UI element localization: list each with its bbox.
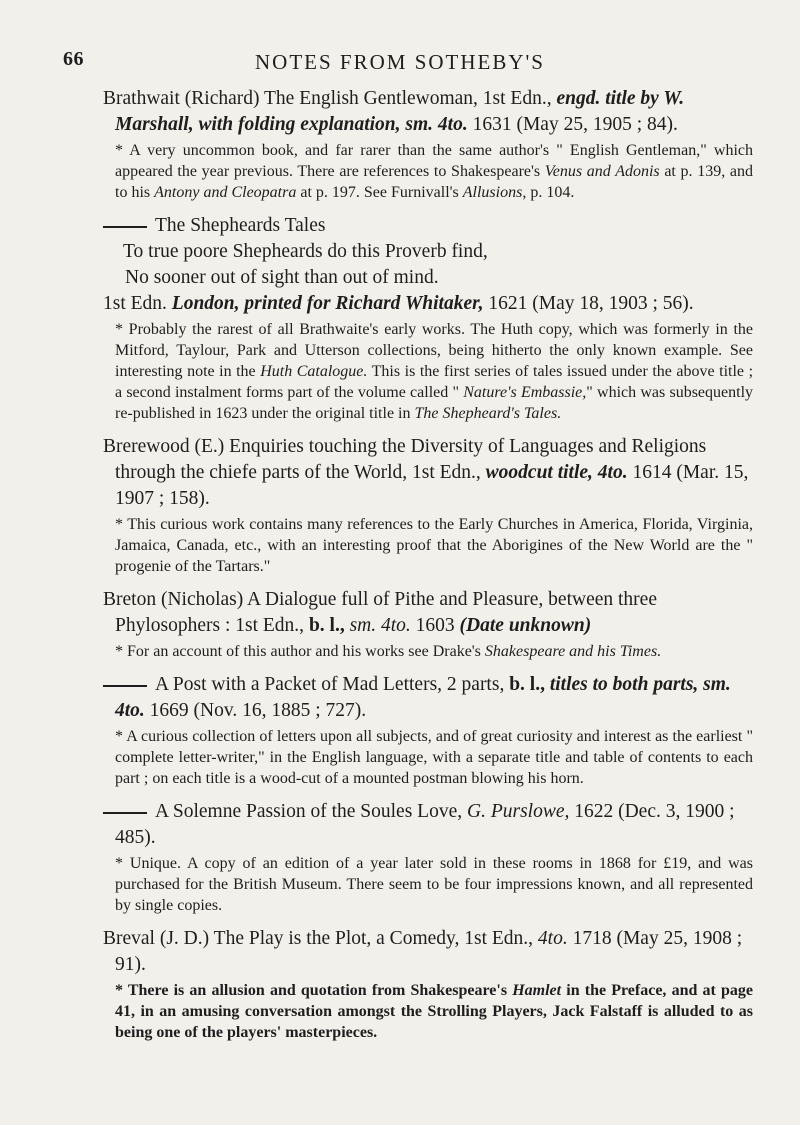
note-italic: Venus and Adonis	[544, 163, 660, 180]
entry-heading-text: Breton (Nicholas) A Dialogue full of Pithe and Pleasure, between three Phylosophers : 1st Edn.,	[103, 589, 657, 636]
note-text: in the Preface, and at page 41, in an amusing conversation amongst the Strolling Players, Jack Falstaff is alluded to as being one of the players' masterpieces.	[115, 982, 754, 1041]
entry-heading	[103, 434, 753, 512]
verse-line: To true poore Shepheards do this Proverb find,	[123, 241, 488, 262]
entry-heading	[115, 672, 753, 724]
black-letter-abbrev: b. l.,	[509, 674, 545, 695]
entry-heading	[115, 799, 753, 851]
note-italic: The Shepheard's Tales.	[414, 405, 562, 422]
entry-note	[115, 980, 753, 1043]
note-text: " which was subsequently re-published in 1623 under the original title in	[115, 384, 754, 422]
entry-heading-tail: 1621 (May 18, 1903 ; 56).	[488, 293, 694, 314]
note-text: , p. 104.	[522, 184, 575, 201]
note-italic: Antony and Cleopatra	[154, 184, 297, 201]
entry-heading	[103, 86, 753, 138]
verse-line: The Shepheards Tales	[155, 215, 326, 236]
note-italic: Nature's Embassie,	[463, 384, 587, 401]
note-text: * Probably the rarest of all Brathwaite's early works. The Huth copy, which was formerly in the Mitford, Taylour, Park and Utterson collections, being hitherto the only known example. See interesting note in the	[115, 321, 753, 380]
entry-heading-text: Brerewood (E.) Enquiries touching the Diversity of Languages and Religions through the chiefe parts of the World, 1st Edn.,	[103, 436, 707, 483]
entry-note: * Unique. A copy of an edition of a year later sold in these rooms in 1868 for £19, and was purchased for the British Museum. There seem to be four impressions known, and all represented by single copies.	[115, 855, 753, 914]
entry-heading-italic: titles to both parts, sm. 4to.	[115, 674, 731, 721]
entry-heading-text: Breval (J. D.) The Play is the Plot, a Comedy, 1st Edn.,	[103, 928, 534, 949]
page-header	[0, 48, 800, 78]
note-italic: Shakespeare and his Times.	[484, 643, 662, 660]
page-number: 66	[63, 48, 84, 70]
note-text: * A very uncommon book, and far rarer than the same author's " English Gentleman," which appeared the year previous. There are references to Shakespeare's	[115, 142, 753, 180]
entry-heading-italic: London, printed for Richard Whitaker,	[171, 293, 484, 314]
entry-note	[115, 140, 753, 203]
note-text: * For an account of this author and his works see Drake's	[115, 643, 485, 660]
black-letter-abbrev: b. l.,	[308, 615, 345, 636]
ditto-dash	[103, 812, 147, 814]
page-content	[103, 86, 753, 1043]
note-italic: Huth Catalogue.	[260, 363, 368, 380]
note-italic: Allusions	[462, 184, 523, 201]
entry-note	[115, 641, 753, 662]
entry-heading-tail: 1614 (Mar. 15, 1907 ; 158).	[115, 462, 749, 509]
entry-heading-italic: (Date unknown)	[459, 615, 592, 636]
note-text: This is the first series of tales issued under the above title ; a second instalment forms part of the volume called "	[115, 363, 754, 401]
entry-heading-tail: 1718 (May 25, 1908 ; 91).	[115, 928, 743, 975]
entry-note	[115, 319, 753, 424]
ditto-dash	[103, 685, 147, 687]
note-text: * There is an allusion and quotation from Shakespeare's	[115, 982, 513, 999]
entry-heading-text: A Solemne Passion of the Soules Love,	[155, 801, 463, 822]
entry-heading-italic: 4to.	[537, 928, 568, 949]
entry-heading-tail: 1669 (Nov. 16, 1885 ; 727).	[149, 700, 367, 721]
entry-heading-italic: sm. 4to.	[349, 615, 411, 636]
note-italic: Hamlet	[512, 982, 562, 999]
entry-heading-tail: 1622 (Dec. 3, 1900 ; 485).	[115, 801, 735, 848]
entry-heading-tail: 1603	[415, 615, 455, 636]
entry-heading	[103, 291, 753, 317]
entry-heading-text: Brathwait (Richard) The English Gentlewoman, 1st Edn.,	[103, 88, 552, 109]
note-text: at p. 139, and to his	[115, 163, 753, 201]
entry-heading-text: 1st Edn.	[103, 293, 167, 314]
note-text: at p. 197. See Furnivall's	[296, 184, 463, 201]
entry-heading	[103, 926, 753, 978]
ditto-dash	[103, 226, 147, 228]
entry-note: * This curious work contains many references to the Early Churches in America, Florida, Virginia, Jamaica, Canada, etc., with an interesting proof that the Aborigines of the New World are the " progenie of the Tartars."	[115, 516, 753, 575]
entry-note: * A curious collection of letters upon all subjects, and of great curiosity and interest as the earliest " complete letter-writer," in the English language, with a separate title and table of contents to each part ; on each title is a wood-cut of a mounted postman blowing his horn.	[115, 728, 753, 787]
entry-heading-tail: 1631 (May 25, 1905 ; 84).	[472, 114, 678, 135]
entry-heading	[103, 587, 753, 639]
entry-verse-title	[103, 213, 753, 239]
verse-line: No sooner out of sight than out of mind.	[125, 267, 439, 288]
entry-heading-text: A Post with a Packet of Mad Letters, 2 parts,	[155, 674, 505, 695]
entry-heading-italic: engd. title by W. Marshall, with folding explanation, sm. 4to.	[115, 88, 685, 135]
entry-heading-italic: G. Purslowe,	[466, 801, 570, 822]
entry-heading-italic: woodcut title, 4to.	[485, 462, 628, 483]
running-head: NOTES FROM SOTHEBY'S	[255, 50, 545, 74]
